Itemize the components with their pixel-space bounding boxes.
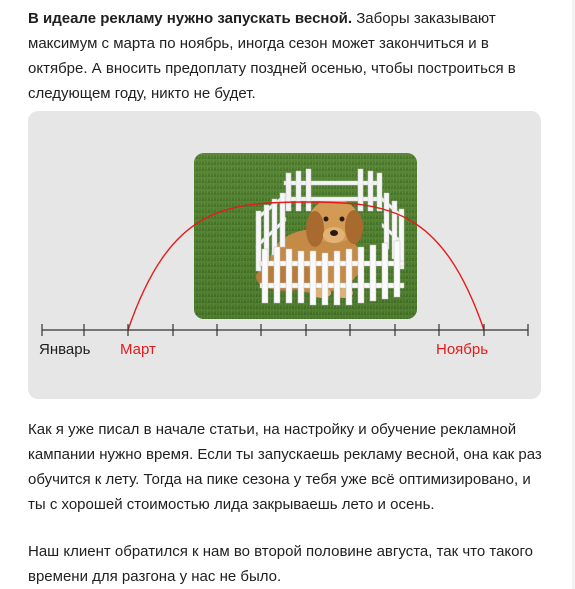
intro-text: Заборы заказывают максимум с марта по ноябрь, иногда сезон может закончиться и в октябре. А вносить предоплату поздней осенью, чтобы построиться в следующем году, никто не будет. — [28, 10, 516, 102]
month-label-january: Январь — [39, 341, 91, 358]
body-paragraph-campaign: Как я уже писал в начале статьи, на настройку и обучение рекламной кампании нужно время. Если ты запускаешь рекламу весной, она как раз обучится к лету. Тогда на пике сезона у тебя уже всё оптимизировано, и ты с хорошей стоимостью лида закрываешь лето и осень. — [28, 421, 542, 513]
season-arc — [128, 202, 484, 330]
month-label-november: Ноябрь — [436, 341, 489, 358]
body-paragraph-client: Наш клиент обратился к нам во второй половине августа, так что такого времени для разгона у нас не было. — [28, 543, 533, 585]
season-illustration — [28, 111, 541, 399]
intro-bold-text: В идеале рекламу нужно запускать весной. — [28, 10, 353, 27]
intro-paragraph — [28, 6, 548, 106]
month-label-march: Март — [120, 341, 156, 358]
